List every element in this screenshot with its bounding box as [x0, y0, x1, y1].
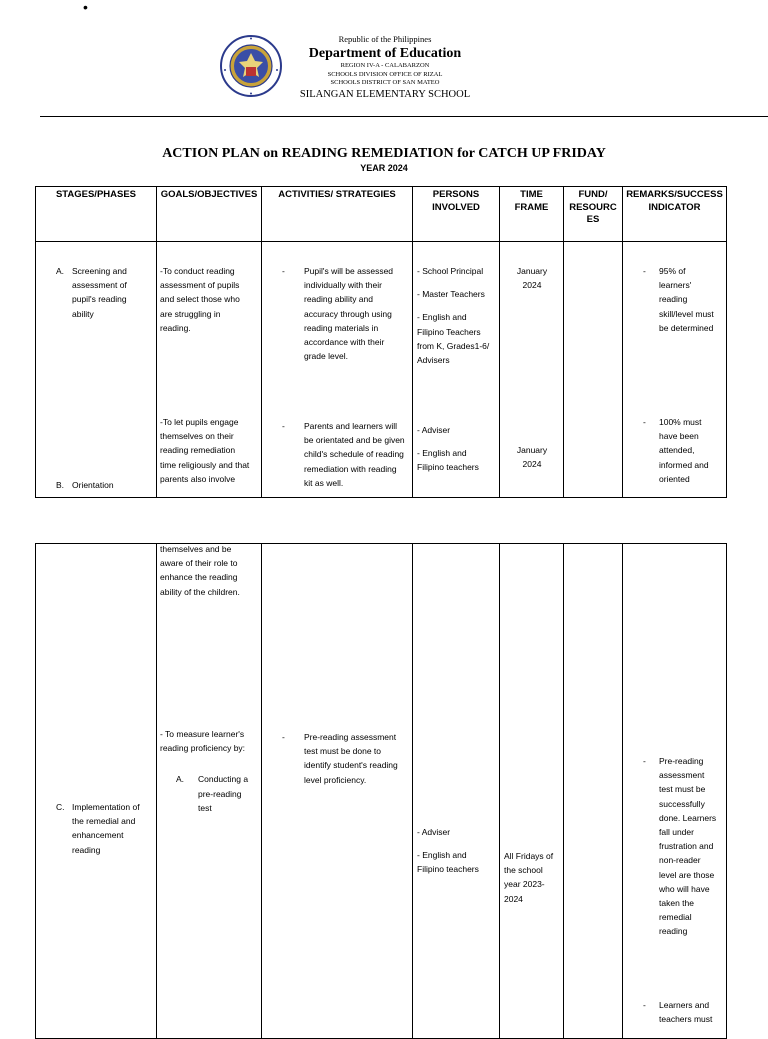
time-c: All Fridays of the school year 2023- 2024: [504, 851, 554, 904]
persons-b: - Adviser - English and Filipino teachers: [417, 425, 479, 473]
document-year: YEAR 2024: [360, 163, 408, 173]
activity-a: - Pupil's will be assessed individually with their reading ability and accuracy through using reading materials in accordance with their grade level.: [282, 266, 394, 362]
goal-b: -To let pupils engage themselves on their reading remediation time religiously and that parents also involve: [160, 417, 250, 484]
col-header-activities: ACTIVITIES/ STRATEGIES: [262, 187, 413, 242]
time-b: January 2024: [516, 445, 548, 470]
division-line: SCHOOLS DIVISION OFFICE OF RIZAL: [327, 70, 443, 78]
remark-c-2: - Learners and teachers must: [643, 1000, 713, 1025]
fund-cell: [564, 242, 623, 498]
bullet-mark: •: [83, 0, 88, 15]
remark-a: - 95% of learners' reading skill/level must be determined: [643, 266, 714, 333]
col-header-time: TIME FRAME: [500, 187, 564, 242]
col-header-fund: FUND/ RESOURC ES: [564, 187, 623, 242]
document-title: ACTION PLAN on READING REMEDIATION for CATCH UP FRIDAY: [162, 146, 606, 161]
table-header-row: [36, 187, 727, 242]
col-header-persons: PERSONS INVOLVED: [413, 187, 500, 242]
remark-c: - Pre-reading assessment test must be successfully done. Learners fall under frustration and non-reader level are those who will have taken the remedial reading: [643, 756, 717, 937]
col-header-goals: GOALS/OBJECTIVES: [157, 187, 262, 242]
remark-b: - 100% must have been attended, informed and oriented: [643, 417, 709, 484]
goal-a: -To conduct reading assessment of pupils and select those who are struggling in reading.: [160, 266, 240, 333]
activity-b: - Parents and learners will be orientated and be given child's schedule of reading remediation with reading kit as well.: [282, 421, 405, 488]
col-header-stages: STAGES/PHASES: [36, 187, 157, 242]
time-a: January 2024: [516, 266, 548, 291]
table-row: [36, 544, 727, 1039]
school-name: SILANGAN ELEMENTARY SCHOOL: [299, 88, 471, 100]
activity-c: - Pre-reading assessment test must be done to identify student's reading level proficiency.: [282, 732, 398, 785]
goal-c: - To measure learner's reading proficiency by: A. Conducting a pre-reading test: [160, 729, 249, 813]
region-line: REGION IV-A - CALABARZON: [340, 62, 430, 69]
fund-cell: [564, 544, 623, 1039]
goal-b-continued: themselves and be aware of their role to enhance the reading ability of the children.: [160, 544, 240, 597]
district-line: SCHOOLS DISTRICT OF SAN MATEO: [330, 79, 440, 86]
stage-a: A. Screening and assessment of pupil's reading ability: [56, 266, 127, 319]
stage-b: B. Orientation: [56, 480, 114, 490]
table-row: [36, 242, 727, 498]
department-name: Department of Education: [308, 46, 462, 61]
persons-a: - School Principal - Master Teachers - English and Filipino Teachers from K, Grades1-6/ Advisers: [417, 266, 490, 366]
action-plan-table-page-1: [35, 186, 727, 498]
header-divider: [40, 116, 768, 117]
stage-c: C. Implementation of the remedial and enhancement reading: [56, 802, 140, 855]
col-header-remarks: REMARKS/SUCCESS INDICATOR: [623, 187, 727, 242]
persons-c: - Adviser - English and Filipino teachers: [417, 827, 479, 875]
action-plan-table-page-2: [35, 543, 727, 1039]
republic-line: Republic of the Philippines: [338, 34, 432, 44]
